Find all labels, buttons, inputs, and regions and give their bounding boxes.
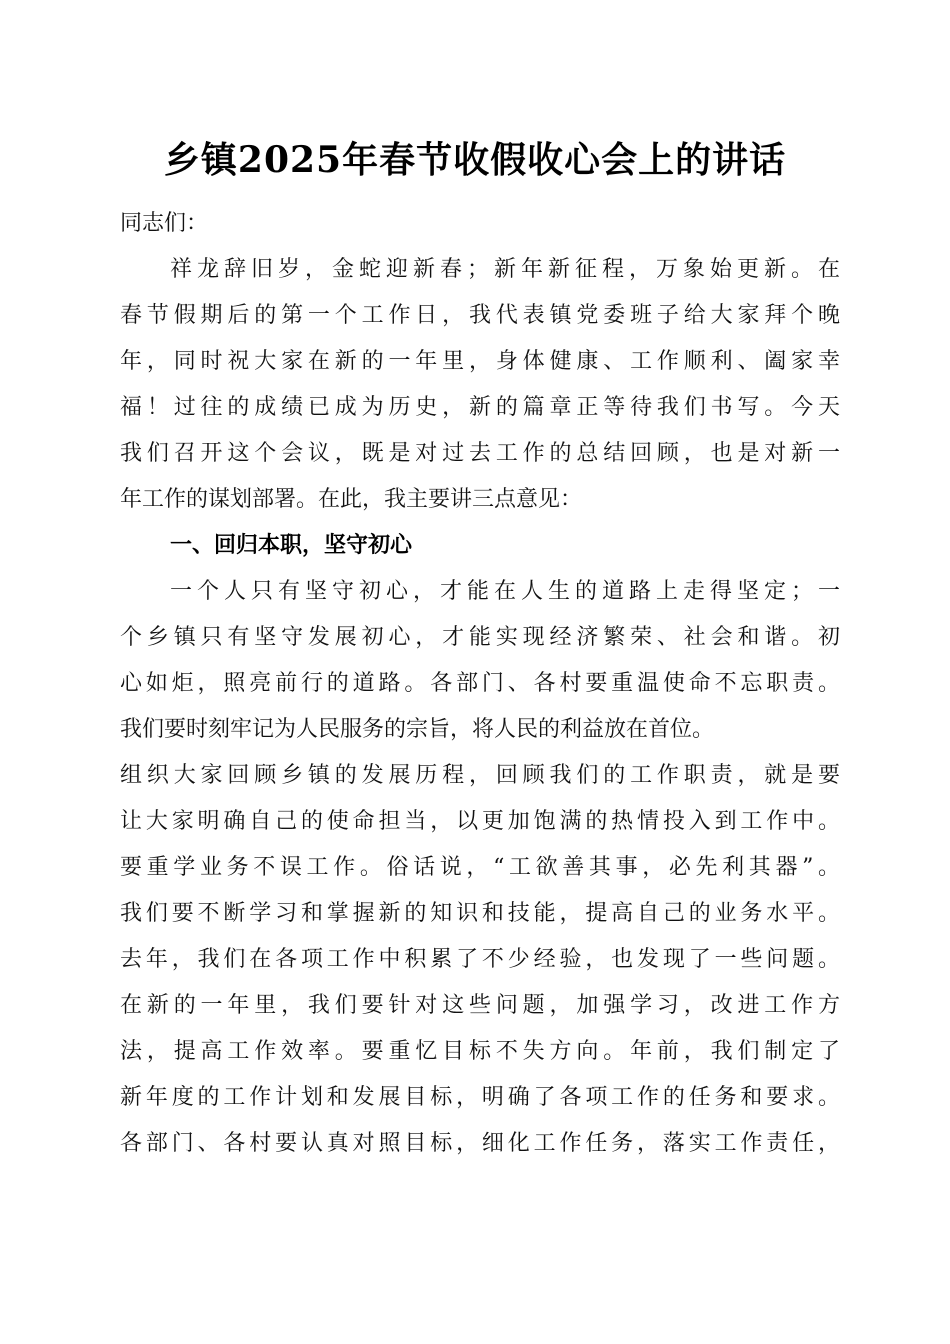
body-line: 组织大家回顾乡镇的发展历程，回顾我们的工作职责，就是要 [120, 763, 840, 788]
body-line: 我们要不断学习和掌握新的知识和技能，提高自己的业务水平。 [120, 901, 840, 926]
body-line: 个乡镇只有坚守发展初心，才能实现经济繁荣、社会和谐。初 [120, 625, 840, 650]
intro-line: 年，同时祝大家在新的一年里，身体健康、工作顺利、阖家幸 [120, 349, 840, 374]
document-title: 乡镇2025年春节收假收心会上的讲话 [163, 139, 787, 181]
intro-line: 年工作的谋划部署。在此，我主要讲三点意见： [120, 487, 583, 512]
body-line: 各部门、各村要认真对照目标，细化工作任务，落实工作责任， [120, 1131, 840, 1156]
salutation: 同志们： [120, 211, 209, 236]
body-line: 我们要时刻牢记为人民服务的宗旨，将人民的利益放在首位。 [120, 717, 715, 742]
body-line: 要重学业务不误工作。俗话说，“工欲善其事，必先利其器”。 [120, 855, 840, 880]
body-line: 去年，我们在各项工作中积累了不少经验，也发现了一些问题。 [120, 947, 840, 972]
body-line: 在新的一年里，我们要针对这些问题，加强学习，改进工作方 [120, 993, 840, 1018]
body-line: 一个人只有坚守初心，才能在人生的道路上走得坚定；一 [170, 579, 840, 604]
intro-line: 祥龙辞旧岁，金蛇迎新春；新年新征程，万象始更新。在 [170, 257, 840, 282]
intro-line: 福！过往的成绩已成为历史，新的篇章正等待我们书写。今天 [120, 395, 840, 420]
body-line: 心如炬，照亮前行的道路。各部门、各村要重温使命不忘职责。 [120, 671, 840, 696]
body-line: 法，提高工作效率。要重忆目标不失方向。年前，我们制定了 [120, 1039, 840, 1064]
body-line: 新年度的工作计划和发展目标，明确了各项工作的任务和要求。 [120, 1085, 840, 1110]
intro-line: 春节假期后的第一个工作日，我代表镇党委班子给大家拜个晚 [120, 303, 840, 328]
section-heading: 一、回归本职，坚守初心 [170, 533, 413, 558]
intro-line: 我们召开这个会议，既是对过去工作的总结回顾，也是对新一 [120, 441, 840, 466]
body-line: 让大家明确自己的使命担当，以更加饱满的热情投入到工作中。 [120, 809, 840, 834]
